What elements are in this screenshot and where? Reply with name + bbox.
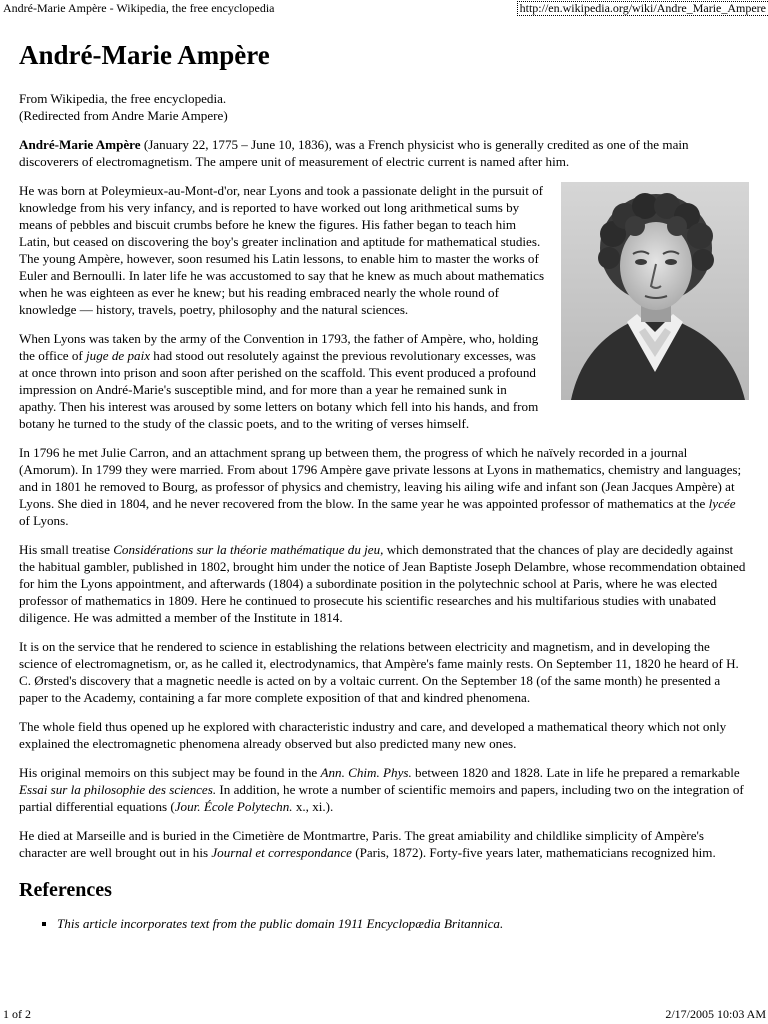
references-list	[19, 915, 747, 932]
intro-block	[19, 90, 747, 124]
print-header-url: http://en.wikipedia.org/wiki/Andre_Marie_Ampere	[517, 1, 768, 16]
paragraph-death: He died at Marseille and is buried in the Cimetière de Montmartre, Paris. The great amiability and childlike simplicity of Ampère's character are well brought out in his Journal et correspondance (Paris, 1872). Forty-five years later, mathematicians recognized him.	[19, 828, 716, 860]
portrait-image	[561, 182, 749, 400]
paragraph-electromagnetism: It is on the service that he rendered to science in establishing the relations between electricity and magnetism, and in developing the science of electromagnetism, or, as he called it, electrodynamics, that Ampère's fame mainly rests. On September 11, 1820 he heard of H. C. Ørsted's discovery that a magnetic needle is acted on by a voltaic current. On the September 18 (of the same month) he presented a paper to the Academy, containing a far more complete exposition of that and kindred phenomena.	[19, 639, 739, 705]
paragraph-lead: André-Marie Ampère (January 22, 1775 – June 10, 1836), was a French physicist who is generally credited as one of the main discoverers of electromagnetism. The ampere unit of measurement of electric current is named after him.	[19, 137, 689, 169]
subject-name: André-Marie Ampère	[19, 137, 141, 152]
page-title: André-Marie Ampère	[19, 40, 270, 70]
paragraph-lyons: When Lyons was taken by the army of the Convention in 1793, the father of Ampère, who, holding the office of juge de paix had stood out resolutely against the previous revolutionary excesses, was at once thrown into prison and soon after perished on the scaffold. This event produced a profound impression on André-Marie's susceptible mind, and for more than a year he remained sunk in apathy. Then his interest was aroused by some letters on botany which fell into his hands, and from botany he turned to the study of the classic poets, and to the writing of verses himself.	[19, 331, 539, 431]
redirect-line: (Redirected from Andre Marie Ampere)	[19, 108, 228, 123]
article-body	[19, 90, 747, 932]
from-line: From Wikipedia, the free encyclopedia.	[19, 91, 227, 106]
paragraph-early-life: He was born at Poleymieux-au-Mont-d'or, near Lyons and took a passionate delight in the pursuit of knowledge from his very infancy, and is reported to have worked out long arithmetical sums by means of pebbles and biscuit crumbs before he knew the figures. His father began to teach him Latin, but ceased on discovering the boy's greater inclination and aptitude for mathematical studies. The young Ampère, however, soon resumed his Latin lessons, to enable him to master the works of Euler and Bernoulli. In later life he was accustomed to say that he knew as much about mathematics when he was eighteen as ever he knew; but his reading embraced nearly the whole round of knowledge — history, travels, poetry, philosophy and the natural sciences.	[19, 183, 545, 317]
portrait-engraving	[561, 182, 749, 400]
print-footer-page: 1 of 2	[3, 1007, 31, 1021]
reference-item: ▪ This article incorporates text from the public domain 1911 Encyclopædia Britannica.	[57, 915, 747, 932]
paragraph-marriage: In 1796 he met Julie Carron, and an attachment sprang up between them, the progress of which he naïvely recorded in a journal (Amorum). In 1799 they were married. From about 1796 Ampère gave private lessons at Lyons in mathematics, chemistry and languages; and in 1801 he removed to Bourg, as professor of physics and chemistry, leaving his ailing wife and infant son (Jean Jacques Ampère) at Lyons. She died in 1804, and he never recovered from the blow. In the same year he was appointed professor of mathematics at the lycée of Lyons.	[19, 445, 742, 528]
print-header-title: André-Marie Ampère - Wikipedia, the free encyclopedia	[3, 1, 275, 15]
print-footer-timestamp: 2/17/2005 10:03 AM	[665, 1007, 766, 1021]
paragraph-treatise: His small treatise Considérations sur la théorie mathématique du jeu, which demonstrated that the chances of play are decidedly against the habitual gambler, published in 1802, brought him under the notice of Jean Baptiste Joseph Delambre, whose recommendation obtained for him the Lyons appointment, and afterwards (1804) a subordinate position in the polytechnic school at Paris, where he was elected professor of mathematics in 1809. Here he continued to prosecute his scientific researches and his multifarious studies with unabated diligence. He was admitted a member of the Institute in 1814.	[19, 542, 746, 625]
references-heading: References	[19, 879, 112, 901]
paragraph-theory: The whole field thus opened up he explored with characteristic industry and care, and developed a mathematical theory which not only explained the electromagnetic phenomena already observed but also predicted many new ones.	[19, 719, 727, 751]
paragraph-memoirs: His original memoirs on this subject may be found in the Ann. Chim. Phys. between 1820 and 1828. Late in life he prepared a remarkable Essai sur la philosophie des sciences. In addition, he wrote a number of scientific memoirs and papers, including two on the integration of partial differential equations (Jour. École Polytechn. x., xi.).	[19, 765, 744, 814]
